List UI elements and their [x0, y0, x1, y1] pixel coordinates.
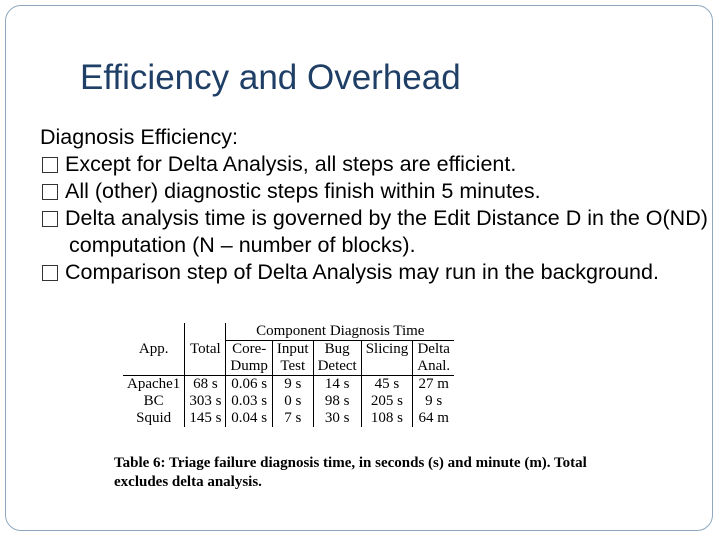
table-row	[123, 393, 454, 410]
table-cell: 0.04 s	[226, 410, 273, 427]
table-cell: Squid	[123, 410, 185, 427]
table-header-cell: Delta	[417, 341, 450, 357]
table-cell: 7 s	[272, 410, 313, 427]
table-cell	[123, 323, 185, 341]
table-cell: 303 s	[185, 393, 226, 410]
table-cell: 45 s	[361, 376, 413, 394]
table-row	[123, 410, 454, 427]
diagnosis-time-table	[123, 323, 454, 427]
intro-text: Diagnosis Efficiency:	[40, 125, 238, 149]
bullet-text: Delta analysis time is governed by the Edit Distance D in the O(ND) computation (N – number of blocks).	[65, 206, 708, 257]
slide-title: Efficiency and Overhead	[80, 58, 461, 97]
table-figure	[114, 318, 598, 500]
table-cell: 98 s	[313, 393, 361, 410]
table-header-cell: Bug	[313, 341, 361, 359]
table-cell: 0 s	[272, 393, 313, 410]
table-header-row	[123, 358, 454, 376]
table-cell: 9 s	[272, 376, 313, 394]
table-caption: Table 6: Triage failure diagnosis time, in seconds (s) and minute (m). Total excludes delta analysis.	[114, 455, 587, 490]
square-bullet-icon	[42, 211, 58, 227]
table-cell: BC	[123, 393, 185, 410]
table-cell: 27 m	[418, 376, 449, 392]
bullet-text: All (other) diagnostic steps finish within 5 minutes.	[65, 179, 541, 203]
table-group-header: Component Diagnosis Time	[226, 323, 454, 341]
table-header-cell: Detect	[313, 358, 361, 376]
table-header-cell: Total	[185, 341, 226, 359]
table-cell: 205 s	[361, 393, 413, 410]
table-cell	[185, 323, 226, 341]
table-group-header-row	[123, 323, 454, 341]
table-header-cell	[123, 358, 185, 376]
table-cell: 14 s	[313, 376, 361, 394]
table-header-cell: Slicing	[361, 341, 413, 359]
bullet-item	[40, 178, 710, 205]
table-row	[123, 376, 454, 394]
table-header-cell: Dump	[226, 358, 273, 376]
table-cell: 0.03 s	[226, 393, 273, 410]
table-header-cell: Anal.	[413, 358, 454, 376]
table-header-cell	[361, 358, 413, 376]
square-bullet-icon	[42, 265, 58, 281]
table-cell: 145 s	[185, 410, 226, 427]
slide-body	[40, 124, 710, 286]
table-cell: 68 s	[185, 376, 226, 394]
table-cell: 9 s	[425, 393, 443, 409]
table-header-cell	[185, 358, 226, 376]
bullet-text: Comparison step of Delta Analysis may run in the background.	[65, 260, 659, 284]
table-header-row	[123, 341, 454, 359]
table-cell: 108 s	[361, 410, 413, 427]
table-cell: 0.06 s	[226, 376, 273, 394]
square-bullet-icon	[42, 157, 58, 173]
table-cell: 30 s	[313, 410, 361, 427]
table-header-cell: App.	[123, 341, 185, 359]
bullet-text: Except for Delta Analysis, all steps are efficient.	[65, 152, 517, 176]
table-cell: 64 m	[418, 410, 449, 426]
table-header-cell: Input	[272, 341, 313, 359]
bullet-item	[40, 205, 710, 259]
table-header-cell: Core-	[226, 341, 273, 359]
bullet-item	[40, 151, 710, 178]
table-cell: Apache1	[123, 376, 185, 394]
table-header-cell: Test	[272, 358, 313, 376]
bullet-item	[40, 259, 710, 286]
square-bullet-icon	[42, 184, 58, 200]
